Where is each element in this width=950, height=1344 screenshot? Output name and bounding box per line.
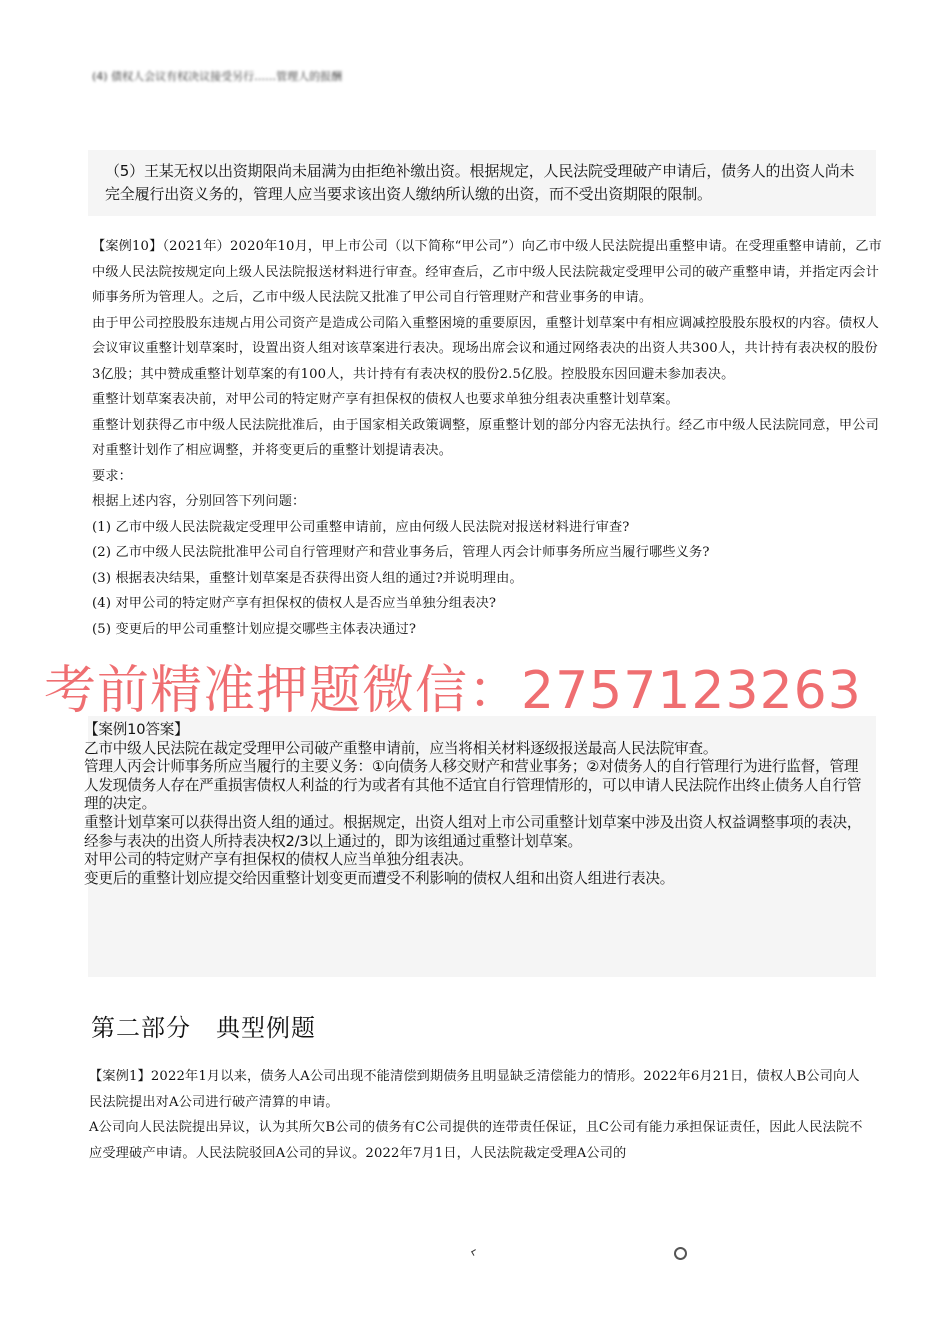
question-item: (5) 变更后的甲公司重整计划应提交哪些主体表决通过? [92, 621, 417, 637]
watermark-overlay: 考前精准押题微信：2757123263 [44, 661, 862, 721]
answer-item: 乙市中级人民法院在裁定受理甲公司破产重整申请前，应当将相关材料逐级报送最高人民法院审查。 [84, 739, 718, 757]
case-1-question [89, 1064, 869, 1166]
scan-speck-ring [674, 1247, 687, 1260]
case-10-paragraph: 由于甲公司控股股东违规占用公司资产是造成公司陷入重整困境的重要原因，重整计划草案中有相应调减控股股东股权的内容。债权人会议审议重整计划草案时，设置出资人组对该草案进行表决。现场出席会议和通过网络表决的出资人共300人，共计持有表决权的股份3亿股；其中赞成重整计划草案的有100人，共计持有有表决权的股份2.5亿股。控股股东因回避未参加表决。 [92, 315, 879, 382]
answer-paragraph-5: （5）王某无权以出资期限尚未届满为由拒绝补缴出资。根据规定，人民法院受理破产申请后，债务人的出资人尚未完全履行出资义务的，管理人应当要求该出资人缴纳所认缴的出资，而不受出资期限的限制。 [105, 162, 855, 203]
question-item: (2) 乙市中级人民法院批准甲公司自行管理财产和营业事务后，管理人丙会计师事务所应当履行哪些义务? [92, 545, 710, 560]
requirements-label: 要求： [92, 468, 133, 484]
question-item: (3) 根据表决结果，重整计划草案是否获得出资人组的通过?并说明理由。 [92, 570, 523, 586]
requirements-lead: 根据上述内容，分别回答下列问题： [92, 494, 306, 509]
answer-item: 对甲公司的特定财产享有担保权的债权人应当单独分组表决。 [84, 851, 473, 869]
answer-title: 【案例10答案】 [84, 721, 189, 738]
case-10-intro: 【案例10】（2021年）2020年10月，甲上市公司（以下简称“甲公司”）向乙市中级人民法院提出重整申请。在受理重整申请前，乙市中级人民法院按规定向上级人民法院报送材料进行审查。经审查后，乙市中级人民法院裁定受理甲公司的破产重整申请，并指定丙会计师事务所为管理人。之后，乙市中级人民法院又批准了甲公司自行管理财产和营业事务的申请。 [92, 239, 882, 305]
scan-speck [471, 1249, 478, 1256]
answer-item: 重整计划草案可以获得出资人组的通过。根据规定，出资人组对上市公司重整计划草案中涉及出资人权益调整事项的表决，经参与表决的出资人所持表决权2/3以上通过的，即为该组通过重整计划草案。 [84, 813, 862, 850]
case-10-question [92, 234, 882, 642]
case-1-paragraph: A公司向人民法院提出异议，认为其所欠B公司的债务有C公司提供的连带责任保证，且C公司有能力承担保证责任，因此人民法院不应受理破产申请。人民法院驳回A公司的异议。2022年7月1日，人民法院裁定受理A公司的 [89, 1120, 863, 1161]
section-heading: 第二部分 典型例题 [91, 1014, 316, 1042]
case-10-paragraph: 重整计划草案表决前，对甲公司的特定财产享有担保权的债权人也要求单独分组表决重整计划草案。 [92, 392, 679, 407]
answer-item: 变更后的重整计划应提交给因重整计划变更而遭受不利影响的债权人组和出资人组进行表决。 [84, 869, 675, 887]
answer-item: 管理人丙会计师事务所应当履行的主要义务：①向债务人移交财产和营业事务；②对债务人的自行管理行为进行监督，管理人发现债务人存在严重损害债权人利益的行为或者有其他不适宜自行管理情形的，可以申请人民法院作出终止债务人自行管理的决定。 [84, 758, 862, 813]
question-item: (1) 乙市中级人民法院裁定受理甲公司重整申请前，应由何级人民法院对报送材料进行审查? [92, 519, 630, 535]
case-10-answer [84, 721, 864, 888]
question-item: (4) 对甲公司的特定财产享有担保权的债权人是否应当单独分组表决? [92, 596, 497, 611]
blurred-header-fragment: (4) 债权人会议有权决议接受另行……管理人的报酬 [92, 70, 343, 82]
case-1-paragraph: 【案例1】2022年1月以来，债务人A公司出现不能清偿到期债务且明显缺乏清偿能力的情形。2022年6月21日，债权人B公司向人民法院提出对A公司进行破产清算的申请。 [89, 1069, 860, 1110]
case-10-paragraph: 重整计划获得乙市中级人民法院批准后，由于国家相关政策调整，原重整计划的部分内容无法执行。经乙市中级人民法院同意，甲公司对重整计划作了相应调整，并将变更后的重整计划提请表决。 [92, 417, 879, 458]
